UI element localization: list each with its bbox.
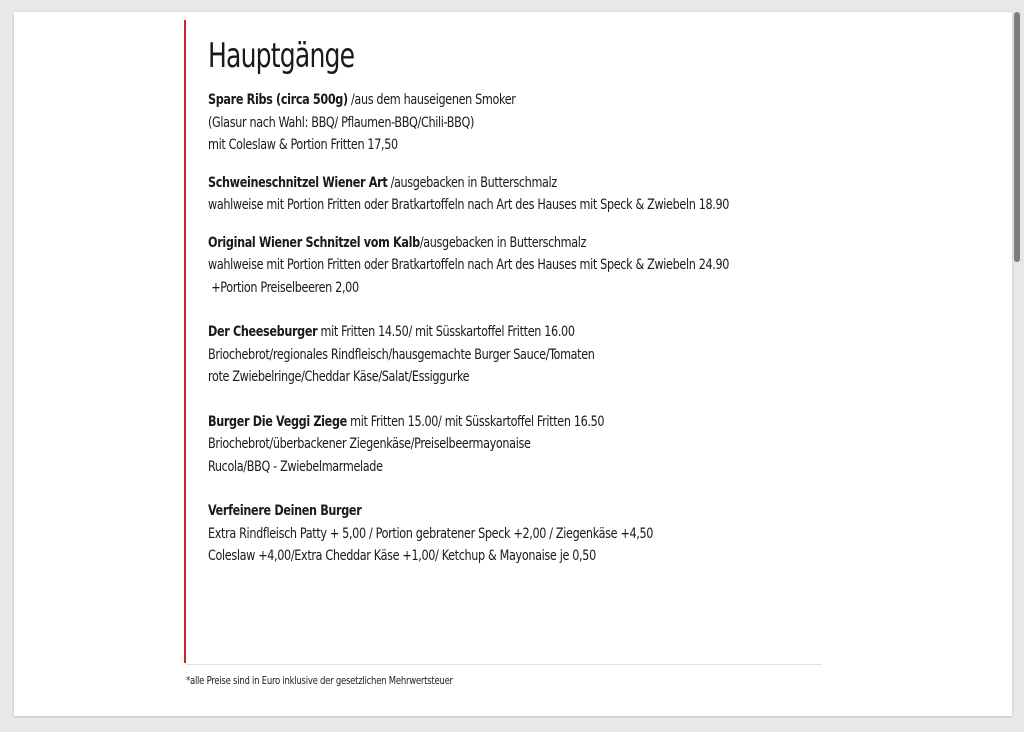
menu-item-schweineschnitzel	[208, 172, 758, 217]
menu-item-header	[208, 500, 758, 523]
menu-item-header	[208, 321, 758, 344]
menu-item-line: Rucola/BBQ - Zwiebelmarmelade	[208, 458, 383, 475]
menu-item-suffix: mit Fritten 15.00/ mit Süsskartoffel Fritten 16.50	[346, 413, 605, 430]
menu-item-line: Coleslaw +4,00/Extra Cheddar Käse +1,00/ Ketchup & Mayonaise je 0,50	[208, 548, 596, 565]
menu-item-name: Der Cheeseburger	[208, 324, 318, 341]
menu-item-spare-ribs	[208, 89, 758, 157]
menu-item-header	[208, 411, 758, 434]
menu-item-line: Briochebrot/überbackener Ziegenkäse/Preiselbeermayonaise	[208, 436, 531, 453]
menu-item-line: mit Coleslaw & Portion Fritten 17,50	[208, 137, 398, 154]
menu-item-suffix: /ausgebacken in Butterschmalz	[419, 234, 587, 251]
menu-item-line: +Portion Preiselbeeren 2,00	[208, 279, 359, 296]
menu-item-line: wahlweise mit Portion Fritten oder Bratkartoffeln nach Art des Hauses mit Speck & Zwiebeln 24.90	[208, 257, 730, 274]
vertical-scrollbar[interactable]	[1010, 0, 1024, 732]
menu-item-veggi-ziege	[208, 411, 758, 479]
menu-item-suffix: /ausgebacken in Butterschmalz	[387, 174, 557, 191]
price-footnote: *alle Preise sind in Euro inklusive der gesetzlichen Mehrwertsteuer	[186, 674, 453, 687]
menu-item-line: wahlweise mit Portion Fritten oder Bratkartoffeln nach Art des Hauses mit Speck & Zwiebeln 18.90	[208, 197, 730, 214]
menu-page	[14, 12, 1012, 716]
menu-item-name: Burger Die Veggi Ziege	[208, 413, 347, 430]
menu-item-line: (Glasur nach Wahl: BBQ/ Pflaumen-BBQ/Chili-BBQ)	[208, 114, 475, 131]
menu-item-name: Original Wiener Schnitzel vom Kalb	[208, 234, 420, 251]
menu-item-cheeseburger	[208, 321, 758, 389]
menu-item-suffix: /aus dem hauseigenen Smoker	[347, 92, 516, 109]
menu-item-line: Extra Rindfleisch Patty + 5,00 / Portion gebratener Speck +2,00 / Ziegenkäse +4,50	[208, 525, 654, 542]
menu-item-header	[208, 232, 758, 255]
menu-item-name: Schweineschnitzel Wiener Art	[208, 174, 388, 191]
menu-item-wiener-schnitzel	[208, 232, 758, 300]
menu-content	[208, 38, 848, 568]
menu-item-burger-extras	[208, 500, 758, 568]
scrollbar-thumb[interactable]	[1014, 12, 1020, 262]
menu-item-suffix: mit Fritten 14.50/ mit Süsskartoffel Fritten 16.00	[317, 324, 575, 341]
red-margin-line	[184, 20, 186, 663]
menu-item-line: Briochebrot/regionales Rindfleisch/hausgemachte Burger Sauce/Tomaten	[208, 346, 595, 363]
menu-item-header	[208, 172, 758, 195]
menu-item-header	[208, 89, 758, 112]
menu-item-name: Spare Ribs (circa 500g)	[208, 92, 348, 109]
page-title: Hauptgänge	[208, 36, 355, 76]
menu-item-name: Verfeinere Deinen Burger	[208, 503, 362, 520]
footer-divider	[186, 664, 822, 665]
bottom-edge	[0, 718, 1024, 732]
menu-item-line: rote Zwiebelringe/Cheddar Käse/Salat/Essiggurke	[208, 369, 470, 386]
